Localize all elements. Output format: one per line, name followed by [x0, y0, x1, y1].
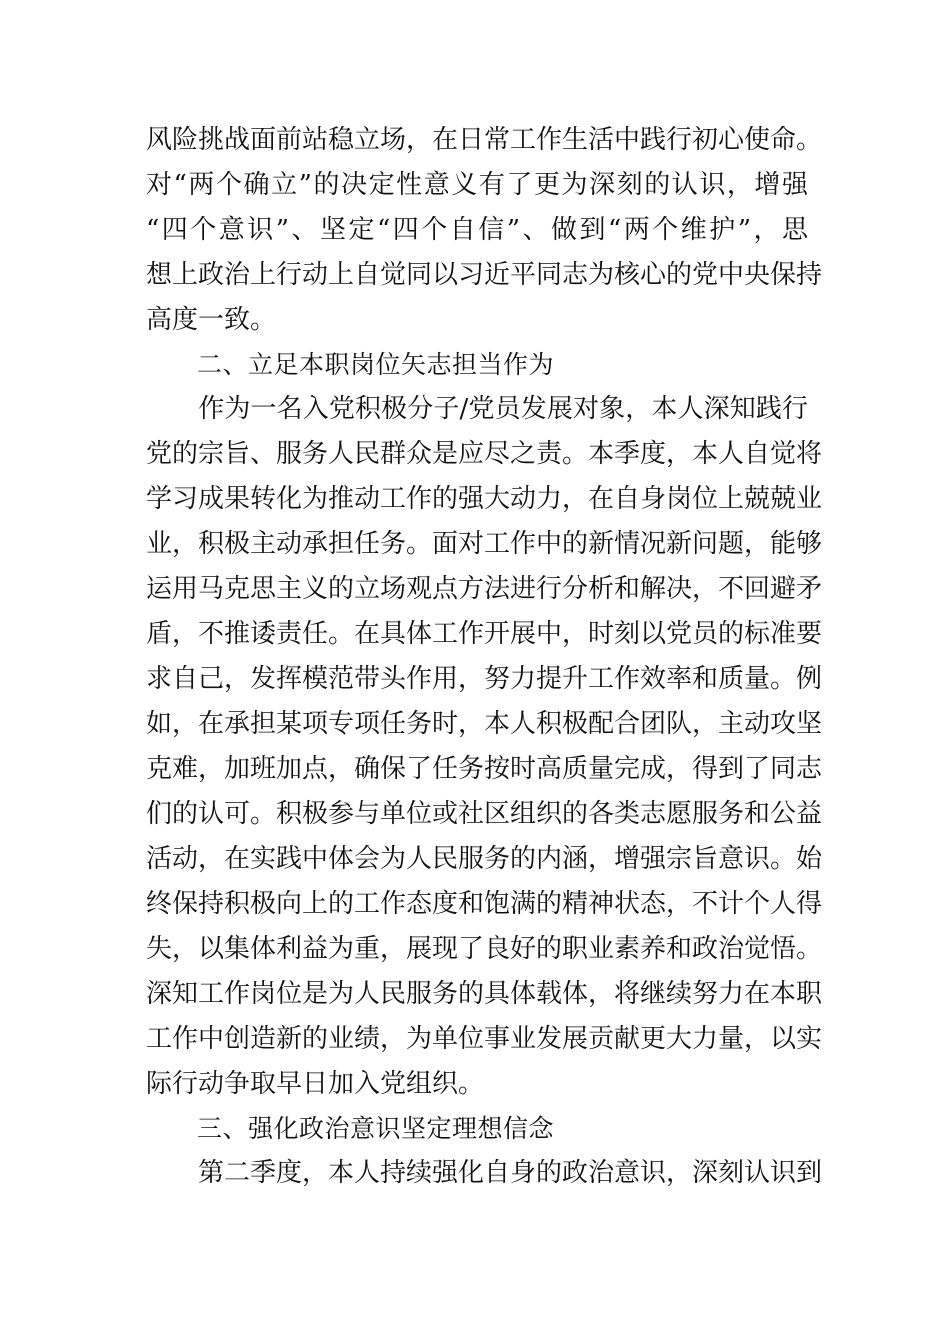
paragraph-line: 们的认可。积极参与单位或社区组织的各类志愿服务和公益 [146, 799, 823, 829]
section-heading-2: 二、立足本职岗位矢志担当作为 [197, 350, 555, 379]
paragraph-line: 作为一名入党积极分子/党员发展对象，本人深知践行 [146, 394, 808, 424]
paragraph-line: 业，积极主动承担任务。面对工作中的新情况新问题，能够 [146, 529, 823, 559]
paragraph-line: 活动，在实践中体会为人民服务的内涵，增强宗旨意识。始 [146, 844, 823, 874]
paragraph-line: 终保持积极向上的工作态度和饱满的精神状态，不计个人得 [146, 889, 823, 919]
paragraph-line: 失，以集体利益为重，展现了良好的职业素养和政治觉悟。 [146, 934, 823, 964]
paragraph-line: 如，在承担某项专项任务时，本人积极配合团队，主动攻坚 [146, 709, 823, 739]
paragraph-line: 对“两个确立”的决定性意义有了更为深刻的认识，增强 [146, 170, 808, 200]
paragraph-line: 高度一致。 [146, 305, 277, 335]
paragraph-line: 盾，不推诿责任。在具体工作开展中，时刻以党员的标准要 [146, 619, 823, 649]
paragraph-line: 求自己，发挥模范带头作用，努力提升工作效率和质量。例 [146, 664, 823, 694]
paragraph-line: “四个意识”、坚定“四个自信”、做到“两个维护”，思 [146, 215, 808, 245]
paragraph-line: 际行动争取早日加入党组织。 [146, 1069, 485, 1099]
paragraph-line: 工作中创造新的业绩，为单位事业发展贡献更大力量，以实 [146, 1024, 823, 1054]
paragraph-line: 深知工作岗位是为人民服务的具体载体，将继续努力在本职 [146, 979, 823, 1009]
section-heading-3: 三、强化政治意识坚定理想信念 [197, 1114, 555, 1143]
paragraph-line: 第二季度，本人持续强化自身的政治意识，深刻认识到 [146, 1158, 823, 1188]
paragraph-line: 克难，加班加点，确保了任务按时高质量完成，得到了同志 [146, 754, 823, 784]
paragraph-line: 学习成果转化为推动工作的强大动力，在自身岗位上兢兢业 [146, 484, 823, 514]
paragraph-line: 风险挑战面前站稳立场，在日常工作生活中践行初心使命。 [146, 125, 823, 155]
paragraph-line: 想上政治上行动上自觉同以习近平同志为核心的党中央保持 [146, 260, 823, 290]
paragraph-line: 党的宗旨、服务人民群众是应尽之责。本季度，本人自觉将 [146, 439, 823, 469]
paragraph-line: 运用马克思主义的立场观点方法进行分析和解决，不回避矛 [146, 574, 823, 604]
